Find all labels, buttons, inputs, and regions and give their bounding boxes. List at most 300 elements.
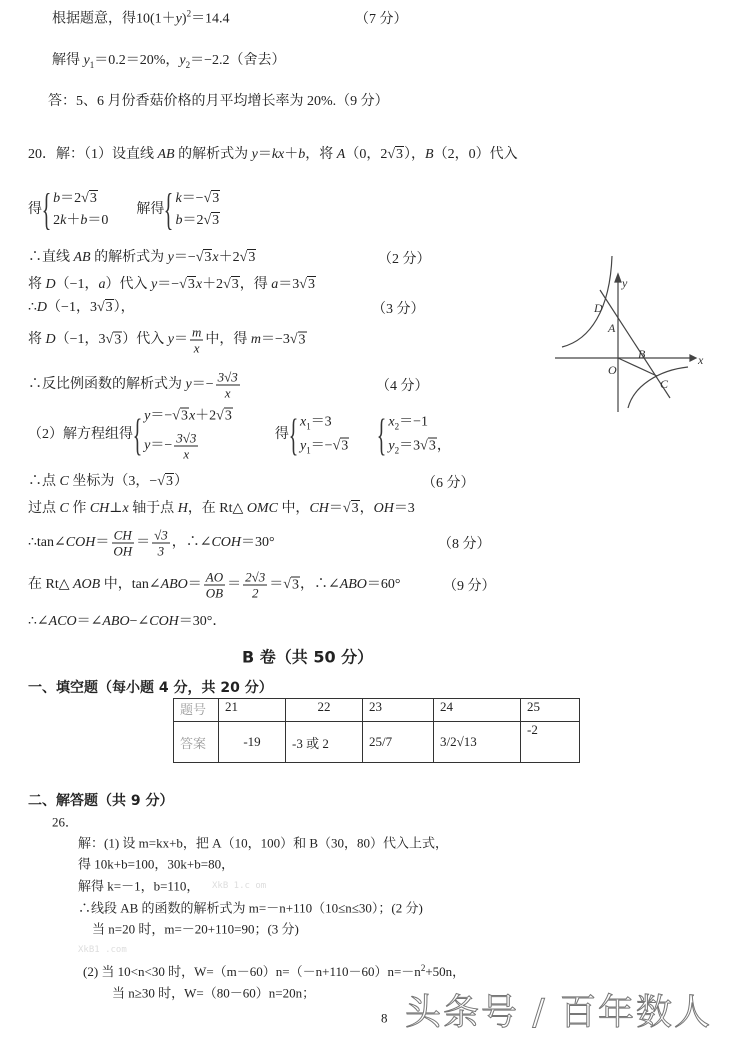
math-variable: y (175, 11, 182, 27)
label-a: A (608, 321, 616, 335)
text-run: 解得 k=－1，b=110， (78, 878, 200, 894)
square-root (203, 212, 220, 228)
square-root (157, 473, 174, 489)
text-run: ＝14.4 (191, 11, 230, 27)
math-variable: D (45, 277, 56, 292)
text-run: 得 (28, 202, 42, 218)
line-answer (48, 95, 389, 109)
text-run: ＝ (136, 535, 151, 551)
radical-sign: √ (332, 438, 341, 453)
math-variable: y (179, 53, 186, 69)
section-b-title: B 卷（共 50 分） (242, 647, 374, 667)
line-d-coords (28, 301, 135, 315)
square-root (223, 276, 240, 292)
square-root (216, 408, 233, 424)
radical-sign: √ (195, 250, 204, 265)
denominator: x (183, 446, 190, 462)
text-run: ， (359, 501, 374, 516)
equation-system (133, 410, 233, 461)
math-variable: y (185, 377, 192, 393)
numerator: √3 (154, 527, 168, 543)
radical-sign: √ (283, 577, 291, 593)
subscript: 1 (89, 59, 95, 70)
q26-line (78, 880, 199, 893)
text-run: 轴于点 (128, 501, 178, 516)
table-cell: 24 (434, 699, 521, 722)
math-variable: OMC (246, 501, 278, 516)
radicand: 3 (396, 147, 404, 162)
line-ch-perpendicular (28, 502, 415, 516)
text-run: 在 Rt△ (28, 577, 73, 593)
denominator: 2 (251, 585, 259, 601)
part2-title: 二、解答题（共 9 分） (28, 793, 174, 809)
system-row (300, 415, 349, 431)
math-variable: x (195, 277, 203, 292)
square-root (240, 249, 257, 265)
text-run: ＝− (191, 377, 214, 393)
math-variable: m (250, 332, 261, 348)
denominator: OH (113, 543, 133, 559)
text-run: （−1， (55, 277, 99, 292)
math-variable: b (175, 213, 183, 228)
text-run: ＝3 (393, 501, 415, 516)
radical-sign: √ (299, 277, 307, 292)
text-run: ，∴∠ (171, 535, 212, 551)
text-run: ＝− (157, 277, 180, 292)
text-run: 中， (277, 501, 310, 516)
table-cell: 答案 (174, 722, 219, 763)
text-run (349, 427, 377, 442)
math-variable: a (98, 277, 106, 292)
watermark-text: XkB1 .com (78, 945, 127, 955)
square-root (81, 190, 98, 206)
math-variable: H (177, 501, 188, 516)
line-systems (28, 185, 220, 234)
page-number: 8 (381, 1010, 388, 1026)
text-run: 将 (28, 277, 46, 292)
table-cell: -2 (521, 722, 580, 763)
score: （4 分） (376, 379, 429, 394)
text-run: 的解析式为 (174, 147, 252, 162)
math-variable: k (60, 213, 67, 228)
square-root (343, 500, 360, 516)
line-solution (52, 54, 286, 70)
math-variable: B (425, 147, 434, 162)
text-run: ＝60° (366, 577, 401, 593)
radical-sign: √ (172, 408, 180, 424)
text-run: ∴ (28, 300, 37, 315)
square-root (290, 331, 307, 347)
text-run: ）， (404, 147, 426, 162)
text-run: ＝3 (399, 438, 421, 453)
line-q20-intro (28, 148, 518, 162)
numerator: AO (205, 569, 224, 585)
system-rows (388, 415, 450, 455)
line-inverse-function (28, 371, 242, 400)
math-variable: y (144, 438, 151, 454)
text-run: (2) 当 10<n<30 时，W=（m－60）n=（－n+110－60）n=－n (83, 964, 421, 980)
system-row (144, 410, 233, 424)
text-run: ＝−3 (260, 332, 290, 348)
table-cell: -19 (219, 722, 286, 763)
math-variable: y (167, 250, 174, 265)
table-answer-row (174, 722, 580, 763)
text-run: ＝ (328, 501, 343, 516)
square-root (333, 437, 350, 453)
math-variable: y (151, 277, 158, 292)
text-run: ＋2 (195, 408, 217, 424)
system-row (388, 439, 450, 455)
text-run: ） (173, 474, 188, 489)
q26-number (52, 816, 78, 829)
y-axis-arrow (615, 274, 621, 282)
math-variable: y (83, 53, 90, 69)
text-run: 过点 (28, 501, 60, 516)
radicand: 3 (114, 332, 122, 348)
radicand: 3 (89, 191, 97, 206)
math-variable: x (299, 414, 307, 430)
score: （7 分） (355, 12, 408, 27)
square-root (420, 437, 437, 453)
text-run: ，在 Rt△ (187, 501, 247, 516)
text-run: 解得 (108, 202, 165, 218)
part1-title: 一、填空题（每小题 4 分，共 20 分） (28, 680, 273, 696)
text-run: ∴线段 AB 的函数的解析式为 m=－n+110（10≤n≤30）；(2 分) (78, 900, 423, 916)
equation-system (41, 185, 109, 234)
fraction (190, 326, 203, 355)
brace: { (41, 185, 52, 234)
denominator: OB (205, 585, 224, 601)
text-run: +50n， (425, 964, 466, 980)
math-variable: ACO (48, 614, 77, 629)
text-run: ，将 (305, 147, 337, 162)
system-row (144, 432, 233, 461)
radical-sign: √ (289, 332, 298, 348)
superscript: 2 (186, 8, 192, 19)
text-run: ＝− (150, 438, 173, 454)
line-tan-coh (28, 529, 275, 558)
text-run: ， (436, 438, 451, 453)
text-run: ＝ (269, 577, 284, 593)
line-c-coords (28, 475, 188, 489)
radical-sign: √ (179, 277, 187, 292)
equation-system (377, 410, 451, 459)
text-run: ∴反比例函数的解析式为 (28, 377, 186, 393)
text-run: 中，tan∠ (100, 577, 161, 593)
math-variable: a (271, 277, 279, 292)
numerator: 2√3 (245, 569, 266, 585)
radical-sign: √ (203, 191, 212, 206)
math-variable: CH (309, 501, 329, 516)
square-root (204, 190, 221, 206)
text-run: ) (181, 11, 187, 27)
radicand: 3 (248, 250, 256, 265)
math-variable: x (212, 250, 219, 265)
radicand: 3 (105, 300, 113, 315)
table-cell: -3 或 2 (286, 722, 363, 763)
text-run: ＝ (257, 147, 272, 162)
radicand: 3 (307, 277, 315, 292)
text-run: 当 n≥30 时，W=（80－60）n=20n； (112, 985, 316, 1001)
math-variable: y (251, 147, 258, 162)
subscript: 1 (306, 444, 311, 455)
square-root (387, 146, 404, 162)
numerator: m (191, 324, 202, 340)
fraction (204, 571, 225, 600)
math-variable: x (388, 414, 395, 430)
math-variable: OH (373, 501, 394, 516)
math-variable: b (80, 213, 88, 228)
system-rows (175, 192, 220, 228)
text-run: ＋ (284, 147, 299, 162)
text-run: 将 (28, 332, 46, 348)
math-variable: b (298, 147, 306, 162)
system-row (175, 192, 220, 206)
fraction (243, 571, 267, 600)
text-run: ＋2 (202, 277, 224, 292)
brace: { (132, 410, 143, 459)
math-variable: CH (89, 501, 110, 516)
radicand: 3 (212, 191, 220, 206)
line-m-value (28, 326, 307, 355)
radical-sign: √ (342, 501, 351, 516)
square-root (179, 276, 196, 292)
text-run: ）代入 (122, 332, 168, 348)
text-run: （−1，3 (55, 332, 106, 348)
text-run: ＝ (173, 332, 188, 348)
text-run: ＝− (150, 408, 173, 424)
radical-sign: √ (420, 438, 428, 453)
table-cell: 题号 (174, 699, 219, 722)
q26-line (92, 923, 299, 936)
text-run: 当 n=20 时，m=－20+110=90；(3 分) (92, 921, 299, 937)
math-variable: x (122, 501, 129, 516)
subscript: 2 (394, 421, 400, 431)
text-run: ＋ (66, 213, 81, 228)
math-variable: y (388, 438, 395, 453)
radicand: 3 (180, 408, 188, 424)
watermark-text: XkB 1.c om (212, 881, 267, 891)
line-ab-expression (28, 251, 256, 265)
brace: { (288, 410, 299, 459)
radicand: 3 (428, 438, 436, 453)
label-b: B (638, 347, 646, 361)
text-run: ＝∠ (76, 614, 103, 629)
text-run: 解：(1) 设 m=kx+b，把 A（10，100）和 B（30，80）代入上式， (78, 835, 448, 851)
denominator: x (193, 340, 200, 356)
text-run: 26． (52, 814, 79, 830)
radicand: 3 (187, 277, 195, 292)
fraction (174, 432, 198, 461)
math-variable: AB (157, 147, 175, 162)
q26-line (78, 902, 423, 915)
radicand: 3 (212, 213, 220, 228)
math-variable: D (45, 332, 56, 348)
text-run: 的解析式为 (90, 250, 168, 265)
line-equation (52, 10, 230, 27)
subscript: 2 (185, 59, 191, 70)
text-run: 作 (68, 501, 90, 516)
label-c: C (660, 377, 669, 391)
system-row (175, 214, 220, 228)
text-run: ＝3 (278, 277, 300, 292)
math-variable: COH (65, 535, 96, 551)
text-run: ＝ (227, 577, 242, 593)
text-run: （2，0）代入 (433, 147, 518, 162)
radical-sign: √ (223, 277, 231, 292)
math-variable: k (175, 191, 182, 206)
square-root (283, 576, 300, 592)
label-x: x (698, 353, 704, 367)
numerator: 3√3 (217, 369, 238, 385)
table-cell: 23 (363, 699, 434, 722)
text-run: ∴直线 (28, 250, 74, 265)
math-variable: y (167, 332, 174, 348)
math-variable: AOB (73, 577, 101, 593)
radical-sign: √ (387, 147, 396, 162)
radicand: 3 (298, 332, 306, 348)
square-root (196, 249, 213, 265)
q26-line (112, 987, 315, 1000)
text-run: ＝0.2＝20%， (94, 53, 180, 69)
math-variable: ABO (160, 577, 188, 593)
system-rows (53, 192, 108, 228)
text-run: ＝− (173, 250, 196, 265)
text-run: ∴∠ (28, 614, 49, 629)
text-run: ＝30°． (178, 614, 227, 629)
fraction (111, 529, 134, 558)
q26-line (78, 837, 448, 850)
line-solve-system (28, 410, 451, 461)
text-run: 根据题意，得10(1＋ (52, 11, 176, 27)
line-aco (28, 615, 226, 629)
text-run: ，得 (239, 277, 272, 292)
text-run: ＝3 (310, 414, 332, 430)
math-variable: COH (149, 614, 179, 629)
math-variable: D (36, 300, 48, 315)
text-run: 中，得 (205, 332, 251, 348)
text-run: ＝2 (182, 213, 204, 228)
system-row (53, 192, 108, 206)
radicand: 3 (224, 408, 232, 424)
math-variable: ABO (102, 614, 130, 629)
coordinate-figure (550, 250, 710, 420)
text-run: （−1，3 (47, 300, 97, 315)
text-run: ＝− (310, 438, 333, 453)
radical-sign: √ (96, 300, 105, 315)
text-run: ）， (113, 300, 135, 315)
math-variable: x (188, 408, 196, 424)
text-run: 2 (53, 213, 61, 228)
hyperbola-branch-upper-left (562, 256, 612, 347)
q26-line (78, 858, 234, 871)
text-run: ）代入 (105, 277, 152, 292)
system-row (300, 439, 349, 455)
radical-sign: √ (216, 408, 224, 424)
text-run: 坐标为（3，− (68, 474, 158, 489)
radicand: 3 (165, 474, 173, 489)
table-header-row (174, 699, 580, 722)
radicand: 3 (231, 277, 239, 292)
math-variable: y (299, 438, 307, 453)
superscript: 2 (420, 962, 426, 973)
subscript: 2 (394, 444, 400, 455)
text-run: （2）解方程组得 (28, 427, 133, 443)
text-run: ∴点 (28, 474, 60, 489)
radicand: 3 (341, 438, 349, 453)
numerator: CH (113, 527, 132, 543)
equation-system (288, 410, 349, 459)
text-run: −∠ (129, 614, 150, 629)
math-variable: A (336, 147, 346, 162)
line-tan-abo (28, 571, 401, 600)
square-root (97, 299, 114, 315)
equation-system (164, 185, 220, 234)
hyperbola-branch-lower-right (628, 367, 688, 408)
system-rows (300, 415, 349, 455)
label-d: D (594, 301, 603, 315)
numerator: 3√3 (176, 430, 197, 446)
math-variable: COH (211, 535, 242, 551)
fraction (152, 529, 170, 558)
table-cell: 21 (219, 699, 286, 722)
math-variable: ABO (339, 577, 367, 593)
score: （9 分） (443, 579, 496, 594)
table-cell: 22 (286, 699, 363, 722)
subscript: 1 (306, 421, 311, 431)
radical-sign: √ (105, 332, 114, 348)
radical-sign: √ (81, 191, 89, 206)
text-run: ＝2 (60, 191, 82, 206)
fraction (216, 371, 240, 400)
text-run: 答：5、6 月份香菇价格的月平均增长率为 20%.（9 分） (48, 94, 389, 109)
source-watermark: 头条号 / 百年数人 (405, 992, 713, 1033)
table-cell: 25 (521, 699, 580, 722)
text-run: ⊥ (109, 501, 123, 516)
table-cell-expression: 3/2√13 (434, 722, 521, 763)
text-run: ，∴∠ (299, 577, 340, 593)
text-run: ＝0 (87, 213, 109, 228)
square-root (299, 276, 316, 292)
text-run: （0，2 (345, 147, 388, 162)
text-run: 20．解：（1）设直线 (28, 147, 158, 162)
math-variable: C (59, 474, 69, 489)
radical-sign: √ (203, 213, 212, 228)
denominator: 3 (157, 543, 165, 559)
text-run: ∴tan∠ (28, 535, 66, 551)
square-root (106, 331, 123, 347)
x-axis-arrow (690, 355, 696, 361)
math-variable: C (59, 501, 69, 516)
text-run: ＝−1 (399, 414, 429, 430)
score: （2 分） (378, 252, 431, 267)
radicand: 3 (291, 577, 299, 593)
text-run: ＝ (187, 577, 202, 593)
text-run: 得 (232, 427, 289, 443)
text-run: ＝ (95, 535, 110, 551)
system-row (53, 214, 108, 228)
system-rows (144, 410, 233, 461)
text-run: 解得 (52, 53, 84, 69)
line-substitute-d (28, 278, 316, 292)
radicand: 3 (351, 501, 359, 516)
score: （8 分） (438, 537, 491, 552)
text-run: ＋2 (218, 250, 240, 265)
radical-sign: √ (239, 250, 248, 265)
math-variable: kx (271, 147, 285, 162)
math-variable: y (144, 408, 151, 424)
answer-table (173, 698, 580, 763)
